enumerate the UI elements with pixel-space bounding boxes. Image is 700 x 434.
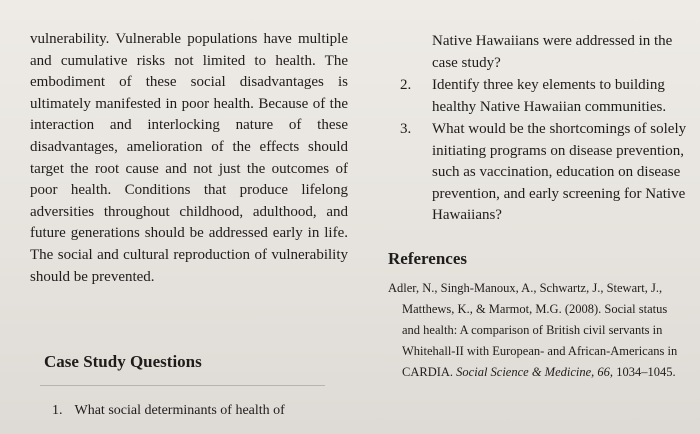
question-3-text: What would be the shortcomings of solely initiating programs on disease prevention, such as vaccination, education on disease prevention, and early screening for Native Hawaiians? xyxy=(432,121,687,223)
section-divider xyxy=(40,385,325,386)
question-1-continued: Native Hawaiians were addressed in the case study? xyxy=(432,33,673,71)
question-list xyxy=(388,31,688,227)
right-column xyxy=(388,31,688,383)
question-1-start xyxy=(52,403,285,419)
reference-pages: 1034–1045. xyxy=(616,364,676,379)
question-2-number: 2. xyxy=(400,77,412,93)
references-heading: References xyxy=(388,248,467,268)
reference-citation: Adler, N., Singh-Manoux, A., Schwartz, J., Stewart, J., Matthews, K., & Marmot, M.G. (2008). Social status and health: A comparison of British civil servants in Whitehall-II with European- and African-Americans in CARDIA. xyxy=(388,280,678,379)
case-study-heading: Case Study Questions xyxy=(44,352,202,371)
body-paragraph: vulnerability. Vulnerable populations have multiple and cumulative risks not limited to health. The embodiment of these social disadvantages is ultimately manifested in poor health. Because of the interaction and interlocking nature of these disadvantages, amelioration of the effects should target the root cause and not just the outcomes of poor health. Conditions that produce lifelong adversities throughout childhood, adulthood, and future generations should be addressed early in life. The social and cultural reproduction of vulnerability should be prevented. xyxy=(30,31,348,285)
reference-journal: Social Science & Medicine, 66, xyxy=(456,364,614,379)
question-3 xyxy=(388,119,688,227)
question-2-text: Identify three key elements to building healthy Native Hawaiian communities. xyxy=(432,77,667,115)
reference-entry xyxy=(388,278,688,383)
question-2 xyxy=(388,75,688,118)
question-1-number: 1. xyxy=(52,403,63,418)
left-column xyxy=(30,29,348,288)
question-1-text: What social determinants of health of xyxy=(74,403,285,418)
question-3-number: 3. xyxy=(400,121,412,137)
